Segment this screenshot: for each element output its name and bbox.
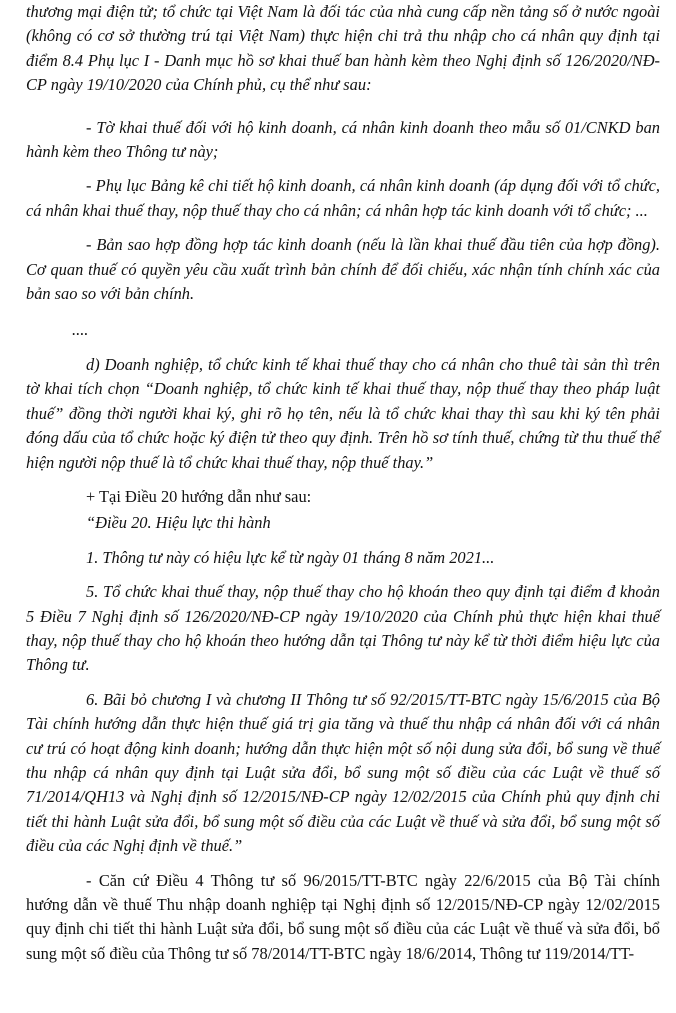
paragraph-article-4-basis: - Căn cứ Điều 4 Thông tư số 96/2015/TT-BTC ngày 22/6/2015 của Bộ Tài chính hướng dẫn về thuế Thu nhập doanh nghiệp tại Nghị định số 12/2015/NĐ-CP ngày 12/02/2015 quy định chi tiết thi hành Luật sửa đổi, bổ sung một số điều của các Luật về thuế và sửa đổi, bổ sung một số điều của Thông tư số 78/2014/TT-BTC ngày 18/6/2014, Thông tư 119/2014/TT- — [26, 870, 660, 963]
paragraph-article-20-intro: + Tại Điều 20 hướng dẫn như sau: — [86, 486, 312, 506]
paragraph-clause-5: 5. Tổ chức khai thuế thay, nộp thuế thay cho hộ khoán theo quy định tại điểm đ khoản 5 Điều 7 Nghị định số 126/2020/NĐ-CP ngày 19/10/2020 của Chính phủ thực hiện khai thuế thay, nộp thuế thay cho hộ khoán theo hướng dẫn tại Thông tư này kể từ thời điểm hiệu lực của Thông tư. — [26, 582, 660, 675]
paragraph-tax-declaration-form: - Tờ khai thuế đối với hộ kinh doanh, cá nhân kinh doanh theo mẫu số 01/CNKD ban hành kèm theo Thông tư này; — [26, 117, 660, 162]
paragraph-appendix-list: - Phụ lục Bảng kê chi tiết hộ kinh doanh, cá nhân kinh doanh (áp dụng đối với tổ chức, cá nhân khai thuế thay, nộp thuế thay cho cá nhân; cá nhân hợp tác kinh doanh với tổ chức; ... — [26, 176, 660, 220]
paragraph-article-20-heading: “Điều 20. Hiệu lực thi hành — [86, 513, 271, 533]
paragraph-clause-6: 6. Bãi bỏ chương I và chương II Thông tư số 92/2015/TT-BTC ngày 15/6/2015 của Bộ Tài chính hướng dẫn thực hiện thuế giá trị gia tăng và thuế thu nhập cá nhân đối với cá nhân cư trú có hoạt động kinh doanh; hướng dẫn thực hiện một số nội dung sửa đổi, bổ sung về thuế thu nhập cá nhân quy định tại Luật sửa đổi, bổ sung một số điều của các Luật về thuế số 71/2014/QH13 và Nghị định số 12/2015/NĐ-CP ngày 12/02/2015 của Chính phủ quy định chi tiết thi hành Luật sửa đổi, bổ sung một số điều của các Luật về thuế và sửa đổi, bổ sung một số điều của các Nghị định về thuế.” — [26, 689, 660, 856]
paragraph-clause-1: 1. Thông tư này có hiệu lực kể từ ngày 01 tháng 8 năm 2021... — [86, 547, 495, 567]
paragraph-contract-copy: - Bản sao hợp đồng hợp tác kinh doanh (nếu là lần khai thuế đầu tiên của hợp đồng). Cơ quan thuế có quyền yêu cầu xuất trình bản chính để đối chiếu, xác nhận tính chính xác của bản sao so với bản chính. — [26, 235, 660, 304]
paragraph-intro: thương mại điện tử; tổ chức tại Việt Nam là đối tác của nhà cung cấp nền tảng số ở nước ngoài (không có cơ sở thường trú tại Việt Nam) thực hiện chi trả thu nhập cho cá nhân quy định tại điểm 8.4 Phụ lục I - Danh mục hồ sơ khai thuế ban hành kèm theo Nghị định số 126/2020/NĐ-CP ngày 19/10/2020 của Chính phủ, cụ thể như sau: — [26, 2, 660, 95]
paragraph-ellipsis: .... — [72, 320, 89, 340]
paragraph-item-d: d) Doanh nghiệp, tổ chức kinh tế khai thuế thay cho cá nhân cho thuê tài sản thì trên tờ khai tích chọn “Doanh nghiệp, tổ chức kinh tế khai thuế thay, nộp thuế thay theo pháp luật thuế” đồng thời người khai ký, ghi rõ họ tên, nếu là tổ chức khai thay thì sau khi ký tên phải đóng dấu của tổ chức hoặc ký điện tử theo quy định. Trên hồ sơ tính thuế, chứng từ thu thuế thể hiện người nộp thuế là tổ chức khai thuế thay, nộp thuế thay.” — [26, 354, 660, 472]
